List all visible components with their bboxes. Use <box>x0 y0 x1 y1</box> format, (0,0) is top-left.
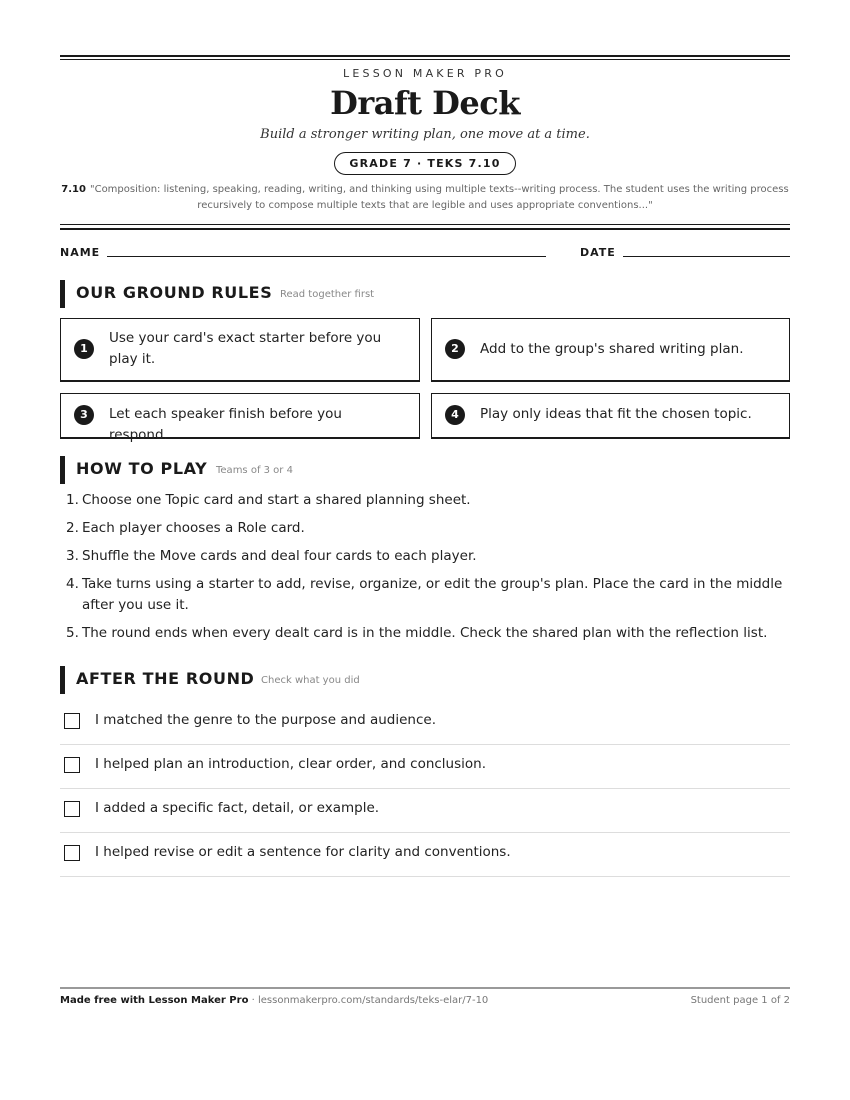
checklist-item <box>60 789 790 833</box>
footer-separator: · <box>248 995 258 1006</box>
step-text: Each player chooses a Role card. <box>82 520 305 536</box>
how-to-play-hint: Teams of 3 or 4 <box>216 465 293 476</box>
step-text: Shuffle the Move cards and deal four cards to each player. <box>82 548 477 564</box>
step-text: The round ends when every dealt card is in the middle. Check the shared plan with the reflection list. <box>82 625 768 641</box>
footer-made-with: Made free with Lesson Maker Pro <box>60 995 249 1006</box>
section-accent-bar <box>60 280 65 308</box>
checklist-item <box>60 745 790 789</box>
rule-text: Add to the group's shared writing plan. <box>480 341 744 357</box>
after-round-hint: Check what you did <box>261 675 360 686</box>
rule-card <box>431 393 790 439</box>
rule-number-2: 2 <box>445 339 465 359</box>
checklist-text: I matched the genre to the purpose and audience. <box>95 712 437 728</box>
step-number: 3. <box>66 548 79 564</box>
name-field-line[interactable] <box>107 256 546 257</box>
instruction-step <box>60 623 790 644</box>
name-label: NAME <box>60 246 101 259</box>
rule-text: Play only ideas that fit the chosen topic. <box>480 406 752 422</box>
footer-credit <box>60 995 488 1006</box>
rule-card <box>60 318 420 382</box>
date-label: DATE <box>580 246 616 259</box>
standard-text: "Composition: listening, speaking, reading, writing, and thinking using multiple texts--writing process. The student uses the writing process recursively to compose multiple texts that are legible and uses appropriate conventions..." <box>89 184 789 211</box>
worksheet-page <box>60 0 790 1100</box>
checklist-text: I helped revise or edit a sentence for clarity and conventions. <box>95 844 511 860</box>
ground-rules-hint: Read together first <box>280 289 375 300</box>
checklist-item <box>60 833 790 877</box>
checkbox[interactable] <box>64 713 80 729</box>
date-field-line[interactable] <box>623 256 790 257</box>
step-number: 2. <box>66 520 79 536</box>
rule-card <box>60 393 420 443</box>
instruction-step <box>60 518 790 539</box>
step-text: Take turns using a starter to add, revise, organize, or edit the group's plan. Place the card in the middle after you use it. <box>82 576 783 613</box>
footer-url[interactable]: lessonmakerpro.com/standards/teks-elar/7-10 <box>257 995 489 1006</box>
ground-rules-heading: OUR GROUND RULES <box>76 283 273 302</box>
page-title: Draft Deck <box>330 84 520 122</box>
step-number: 4. <box>66 576 79 592</box>
instruction-step <box>60 574 790 616</box>
checkbox[interactable] <box>64 845 80 861</box>
page-subtitle: Build a stronger writing plan, one move at a time. <box>260 127 590 142</box>
rule-number-1: 1 <box>74 339 94 359</box>
badge-wrapper <box>60 152 790 175</box>
standard-code: 7.10 <box>61 184 86 195</box>
rule-text: Use your card's exact starter before you play it. <box>109 330 382 367</box>
instructions-list <box>60 490 790 651</box>
checklist-text: I added a specific fact, detail, or example. <box>95 800 380 816</box>
checklist-text: I helped plan an introduction, clear order, and conclusion. <box>95 756 487 772</box>
step-number: 1. <box>66 492 79 508</box>
step-number: 5. <box>66 625 79 641</box>
how-to-play-heading: HOW TO PLAY <box>76 459 208 478</box>
header-bottom-rule <box>60 228 790 230</box>
footer-rule <box>60 987 790 989</box>
after-round-heading: AFTER THE ROUND <box>76 669 255 688</box>
brand-name: LESSON MAKER PRO <box>343 67 507 80</box>
rule-text: Let each speaker finish before you respond. <box>109 406 342 443</box>
footer-page-number: Student page 1 of 2 <box>690 995 790 1006</box>
checkbox[interactable] <box>64 757 80 773</box>
rule-number-4: 4 <box>445 405 465 425</box>
header-top-rule <box>60 55 790 57</box>
header-bottom-rule-thin <box>60 224 790 225</box>
rule-card <box>431 318 790 382</box>
rule-number-3: 3 <box>74 405 94 425</box>
section-accent-bar <box>60 666 65 694</box>
checklist-item <box>60 701 790 745</box>
standard-description <box>60 182 790 214</box>
checkbox[interactable] <box>64 801 80 817</box>
step-text: Choose one Topic card and start a shared planning sheet. <box>82 492 471 508</box>
instruction-step <box>60 546 790 567</box>
instruction-step <box>60 490 790 511</box>
grade-standard-badge: GRADE 7 · TEKS 7.10 <box>334 152 515 175</box>
header-top-rule-thin <box>60 59 790 60</box>
section-accent-bar <box>60 456 65 484</box>
